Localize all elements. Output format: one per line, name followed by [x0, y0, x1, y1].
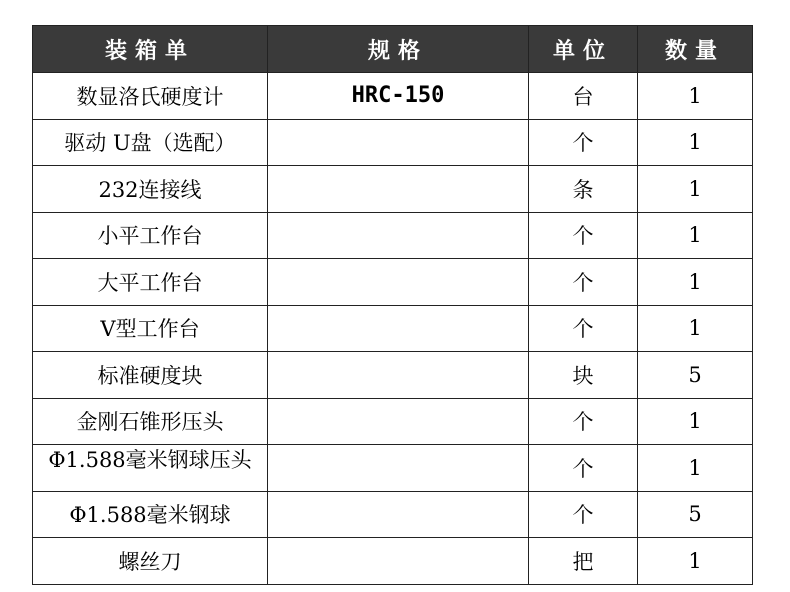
- table-row: [33, 491, 753, 538]
- header-qty: 数量: [638, 26, 753, 73]
- unit-cell: 个: [529, 398, 638, 445]
- table-row: [33, 398, 753, 445]
- spec-cell: [268, 259, 529, 306]
- spec-cell: [268, 305, 529, 352]
- qty-cell: 1: [638, 119, 753, 166]
- table-row: [33, 538, 753, 585]
- packing-list-table: [32, 25, 753, 585]
- unit-cell: 条: [529, 166, 638, 213]
- unit-cell: 个: [529, 212, 638, 259]
- item-cell: 螺丝刀: [33, 538, 268, 585]
- qty-cell: 1: [638, 212, 753, 259]
- item-cell: 数显洛氏硬度计: [33, 73, 268, 120]
- unit-cell: 把: [529, 538, 638, 585]
- item-cell: 小平工作台: [33, 212, 268, 259]
- unit-cell: 台: [529, 73, 638, 120]
- unit-cell: 个: [529, 491, 638, 538]
- header-spec: 规格: [268, 26, 529, 73]
- table-row: [33, 352, 753, 399]
- table-row: [33, 73, 753, 120]
- item-cell: Φ1.588毫米钢球: [33, 491, 268, 538]
- qty-cell: 1: [638, 73, 753, 120]
- unit-cell: 个: [529, 259, 638, 306]
- spec-cell: [268, 166, 529, 213]
- item-cell: 金刚石锥形压头: [33, 398, 268, 445]
- item-cell: 大平工作台: [33, 259, 268, 306]
- spec-cell: [268, 398, 529, 445]
- item-cell: [33, 445, 268, 492]
- item-cell: 标准硬度块: [33, 352, 268, 399]
- qty-cell: 5: [638, 352, 753, 399]
- qty-cell: 1: [638, 166, 753, 213]
- item-cell-text: Φ1.588毫米钢球压头: [48, 448, 252, 473]
- header-item: 装箱单: [33, 26, 268, 73]
- table-row: [33, 166, 753, 213]
- qty-cell: 1: [638, 305, 753, 352]
- unit-cell: 块: [529, 352, 638, 399]
- spec-cell: [268, 445, 529, 492]
- qty-cell: 5: [638, 491, 753, 538]
- qty-cell: 1: [638, 398, 753, 445]
- unit-cell: 个: [529, 445, 638, 492]
- table-row: [33, 119, 753, 166]
- header-row: [33, 26, 753, 73]
- spec-cell: [268, 212, 529, 259]
- spec-cell: [268, 119, 529, 166]
- table-row: [33, 305, 753, 352]
- qty-cell: 1: [638, 259, 753, 306]
- item-cell: V型工作台: [33, 305, 268, 352]
- spec-cell: [268, 538, 529, 585]
- table-row: [33, 259, 753, 306]
- spec-cell: [268, 491, 529, 538]
- item-cell: 232连接线: [33, 166, 268, 213]
- qty-cell: 1: [638, 445, 753, 492]
- unit-cell: 个: [529, 119, 638, 166]
- table-row: [33, 212, 753, 259]
- spec-cell: HRC-150: [268, 73, 529, 120]
- unit-cell: 个: [529, 305, 638, 352]
- header-unit: 单位: [529, 26, 638, 73]
- qty-cell: 1: [638, 538, 753, 585]
- item-cell: 驱动 U盘（选配）: [33, 119, 268, 166]
- table-row: [33, 445, 753, 492]
- spec-cell: [268, 352, 529, 399]
